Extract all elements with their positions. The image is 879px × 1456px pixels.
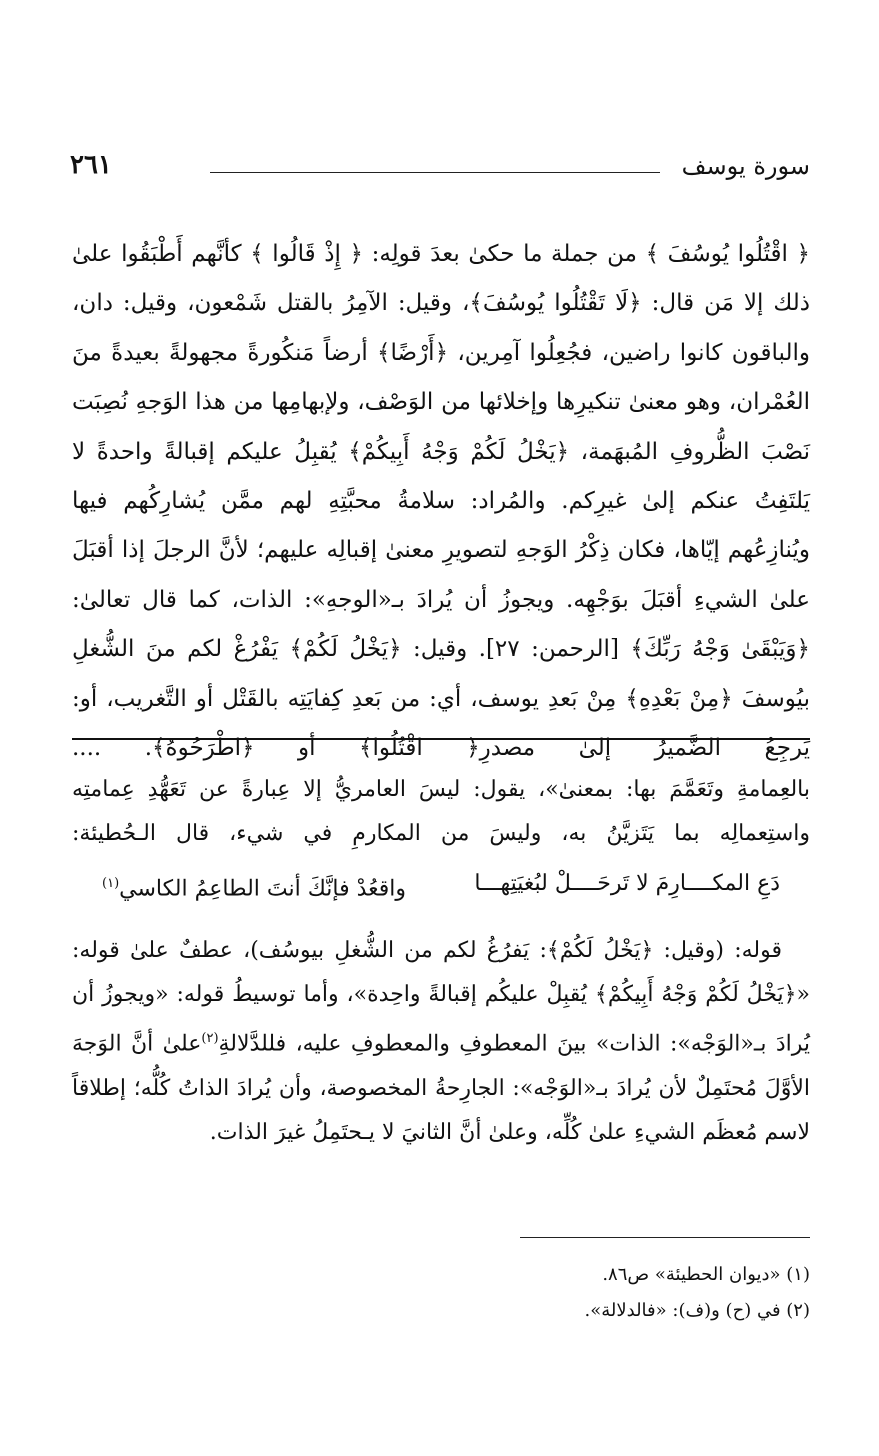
footnote-marker-2: (٢) (201, 1031, 219, 1047)
footnote-rule (520, 1237, 810, 1238)
header-rule (210, 172, 660, 173)
verse-second-hemistich: واقعُدْ فإنَّكَ أنتَ الطاعِمُ الكاسي$^{(١)}$ (102, 876, 407, 902)
main-text (72, 230, 810, 773)
commentary-paragraph-1: بالعِمامةِ وتَعَمَّمَ بها: بمعنىٰ»، يقول: ليسَ العامريُّ إلا عِبارةً عن تَعَهُّدِ عِمامتِه واستِعمالِه بما يَتَزيَّنُ به، وليسَ من المكارمِ في شيء، قال الـحُطيئة: (72, 777, 810, 846)
footnotes (410, 1257, 810, 1329)
section-divider (72, 738, 810, 740)
page-number: ٢٦١ (70, 150, 112, 180)
main-paragraph: ﴿ اقْتُلُوا يُوسُفَ ﴾ من جملة ما حكىٰ بعدَ قولِه: ﴿ إِذْ قَالُوا ﴾ كأنَّهم أَطْبَقُوا علىٰ ذلك إلا مَن قال: ﴿لَا تَقْتُلُوا يُوسُفَ﴾، وقيل: الآمِرُ بالقتل شَمْعون، وقيل: دان، والباقون كانوا راضين، فجُعِلُوا آمِرين، ﴿أَرْضًا﴾ أرضاً مَنكُورةً مجهولةً بعيدةً منَ العُمْران، وهو معنىٰ تنكيرِها وإخلائها من الوَصْف، ولإبهامِها من هذا الوَجهِ نُصِبَت نَصْبَ الظُّروفِ المُبهَمة، ﴿يَخْلُ لَكُمْ وَجْهُ أَبِيكُمْ﴾ يُقبِلُ عليكم إقبالةً واحدةً لا يَلتَفِتُ عنكم إلىٰ غيرِكم. والمُراد: سلامةُ محبَّتِهِ لهم ممَّن يُشارِكُهم فيها ويُنازِعُهم إيّاها، فكان ذِكْرُ الوَجهِ لتصويرِ معنىٰ إقبالِه عليهم؛ لأنَّ الرجلَ إذا أقبَلَ علىٰ الشيءِ أقبَلَ بوَجْهِه. ويجوزُ أن يُرادَ بـ«الوجهِ»: الذات، كما قال تعالىٰ: ﴿وَيَبْقَىٰ وَجْهُ رَبِّكَ﴾ [الرحمن: ٢٧]. وقيل: ﴿يَخْلُ لَكُمْ﴾ يَفْرُغْ لكم منَ الشُّغلِ بيُوسفَ ﴿مِنْ بَعْدِهِ﴾ مِنْ بَعدِ يوسف، أي: من بَعدِ كِفايَتِه بالقَتْل أو التَّغريب، أو: يَرجِعُ الضَّميرُ إلىٰ مصدرِ﴿ اقْتُلُوا﴾ أو ﴿اطْرَحُوهُ﴾. .... (72, 241, 810, 762)
commentary-paragraph-2: قوله: (وقيل: ﴿يَخْلُ لَكُمْ﴾: يَفرُغُ لكم من الشُّغلِ بيوسُف)، عطفٌ علىٰ قوله: «﴿يَخْلُ لَكُمْ وَجْهُ أَبِيكُمْ﴾ يُقبِلْ عليكُم إقبالةً واحِدة»، وأما توسيطُ قوله: «ويجوزُ أن يُرادَ بـ«الوَجْه»: الذات» بينَ المعطوفِ والمعطوفِ عليه، فللدَّلالةِ$^{(٢)}$علىٰ أنَّ الوَجهَ الأوَّلَ مُحتَمِلٌ لأن يُرادَ بـ«الوَجْه»: الجارِحةُ المخصوصة، وأن يُرادَ الذاتُ كُلُّه؛ إطلاقاً لاسم مُعظَم الشيءِ علىٰ كُلِّه، وعلىٰ أنَّ الثانيَ لا يـحتَمِلُ غيرَ الذات. (72, 938, 811, 1145)
verse-first-hemistich: دَعِ المكــــارِمَ لا تَرحَــــلْ لبُغيَتِهـــا (474, 871, 780, 896)
poetry-verse (72, 856, 810, 911)
commentary (72, 768, 810, 1155)
footnote-marker-1: (١) (102, 876, 120, 891)
surah-title: سورة يوسف (681, 152, 810, 180)
page-header (70, 150, 810, 190)
footnote-2: (٢) في (ح) و(ف): «فالدلالة». (584, 1300, 810, 1321)
footnote-1: (١) «ديوان الحطيئة» ص٨٦. (602, 1264, 810, 1285)
